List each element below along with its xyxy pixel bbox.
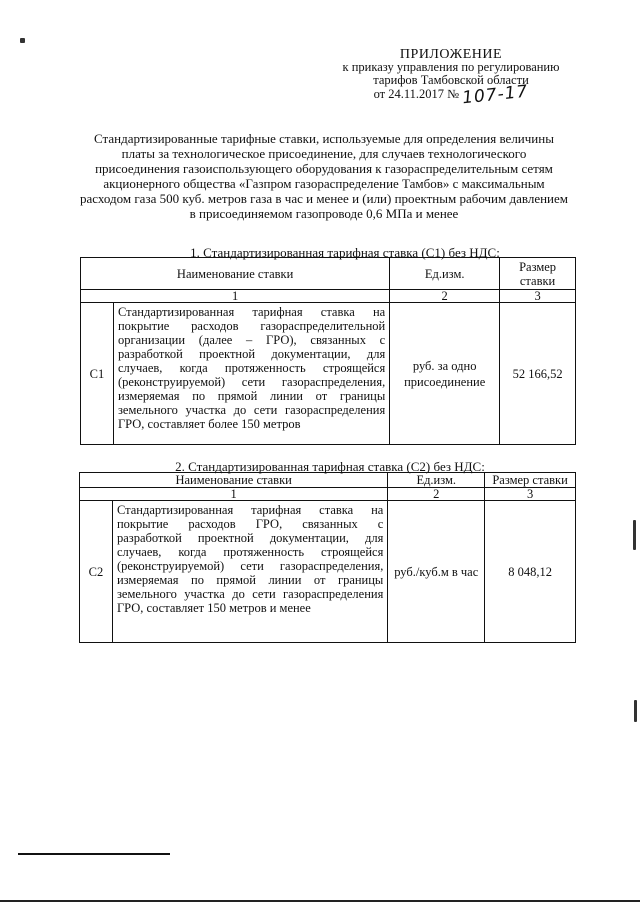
rate-description: Стандартизированная тарифная ставка на покрытие расходов газораспределительной организации (далее – ГРО), связанных с разработкой проектной документации, для случаев, когда протяженность строящейся (реконструируемой) сети газораспределения, измеряемая по прямой линии от границы земельного участка до сети газораспределения ГРО, составляет более 150 метров — [113, 303, 389, 445]
appendix-date-line — [320, 81, 582, 109]
column-number: 3 — [500, 290, 576, 303]
table-number-row — [80, 488, 576, 501]
column-number: 1 — [81, 290, 390, 303]
header-unit: Ед.изм. — [388, 473, 485, 488]
rate-code: С2 — [80, 501, 113, 643]
rate-code: С1 — [81, 303, 114, 445]
header-rate: Размер ставки — [500, 258, 576, 290]
rate-unit: руб. за одно присоединение — [390, 303, 500, 445]
header-unit: Ед.изм. — [390, 258, 500, 290]
rate-value: 8 048,12 — [485, 501, 576, 643]
table-header-row — [81, 258, 576, 290]
column-number: 1 — [80, 488, 388, 501]
rate-description: Стандартизированная тарифная ставка на покрытие расходов ГРО, связанных с разработкой проектной документации, для случаев, когда протяженность строящейся (реконструируемой) сети газораспределения, измеряемая по прямой линии от границы земельного участка до сети газораспределения ГРО, составляет 150 метров и менее — [112, 501, 387, 643]
rate-table-c2 — [79, 472, 576, 643]
rate-table-c1 — [80, 257, 576, 445]
table2-caption: 2. Стандартизированная тарифная ставка (С2) без НДС: — [175, 459, 485, 474]
rate-value: 52 166,52 — [500, 303, 576, 445]
scan-mark — [634, 700, 637, 722]
scan-mark — [20, 38, 25, 43]
table-number-row — [81, 290, 576, 303]
column-number: 2 — [390, 290, 500, 303]
column-number: 3 — [485, 488, 576, 501]
rate-unit: руб./куб.м в час — [388, 501, 485, 643]
footnote-divider — [18, 853, 170, 855]
appendix-header — [320, 47, 582, 109]
table-header-row — [80, 473, 576, 488]
header-rate: Размер ставки — [485, 473, 576, 488]
scan-mark — [633, 520, 636, 550]
table1-caption: 1. Стандартизированная тарифная ставка (С1) без НДС: — [190, 245, 500, 260]
appendix-authority-line: тарифов Тамбовской области — [373, 73, 529, 87]
header-name: Наименование ставки — [80, 473, 388, 488]
column-number: 2 — [388, 488, 485, 501]
appendix-title: ПРИЛОЖЕНИЕ — [399, 47, 503, 62]
table-row — [81, 303, 576, 445]
header-name: Наименование ставки — [81, 258, 390, 290]
scan-edge — [0, 900, 640, 902]
handwritten-order-number: 107-17 — [461, 81, 530, 109]
order-date: от 24.11.2017 № — [373, 87, 460, 101]
appendix-order-line: к приказу управления по регулированию — [342, 60, 560, 74]
table-row — [80, 501, 576, 643]
document-intro: Стандартизированные тарифные ставки, используемые для определения величины платы за технологическое присоединение, для случаев технологического присоединения газоиспользующего оборудования к газораспределительным сетям акционерного общества «Газпром газораспределение Тамбов» с максимальным расходом газа 500 куб. метров газа в час и менее и (или) проектным рабочим давлением в присоединяемом газопроводе 0,6 МПа и менее — [80, 131, 569, 221]
